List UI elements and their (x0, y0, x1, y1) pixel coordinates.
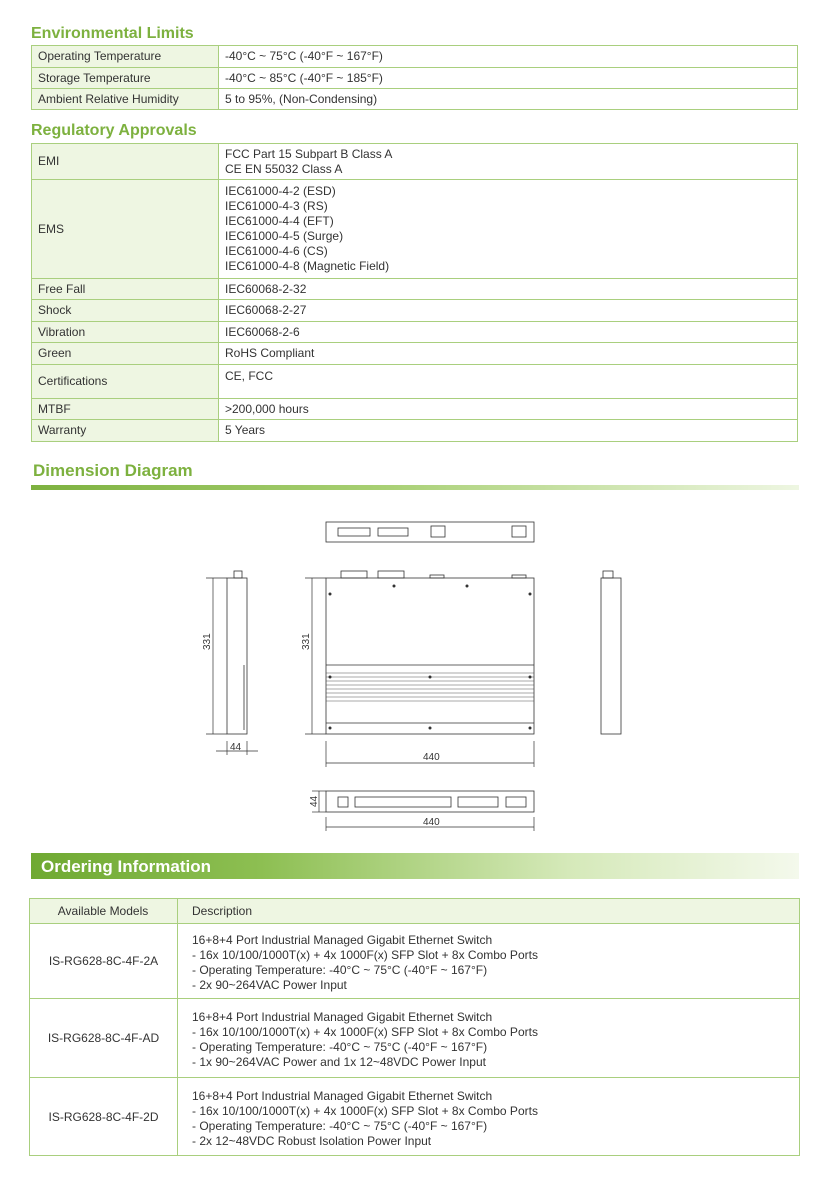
spec-value: RoHS Compliant (219, 343, 798, 365)
dimension-label: 44 (230, 742, 242, 753)
model-description: 16+8+4 Port Industrial Managed Gigabit Ethernet Switch - 16x 10/100/1000T(x) + 4x 1000F(x) SFP Slot + 8x Combo Ports - Operating Temperature: -40°C ~ 75°C (-40°F ~ 167°F) - 1x 90~264VAC Power and 1x 12~48VDC Power Input (178, 999, 800, 1078)
spec-value: >200,000 hours (219, 399, 798, 420)
spec-value: IEC60068-2-32 (219, 279, 798, 300)
table-row (32, 46, 798, 68)
spec-label: EMI (32, 144, 219, 180)
ordering-heading: Ordering Information (41, 857, 211, 876)
spec-value: CE, FCC (219, 365, 798, 399)
spec-label: Ambient Relative Humidity (32, 89, 219, 110)
spec-value: 5 Years (219, 420, 798, 442)
spec-label: Shock (32, 300, 219, 322)
spec-value: -40°C ~ 75°C (-40°F ~ 167°F) (219, 46, 798, 68)
dimension-heading: Dimension Diagram (33, 461, 193, 480)
model-name: IS-RG628-8C-4F-AD (30, 999, 178, 1078)
spec-label: MTBF (32, 399, 219, 420)
environmental-table (31, 45, 798, 110)
spec-value: FCC Part 15 Subpart B Class A CE EN 55032 Class A (219, 144, 798, 180)
environmental-heading: Environmental Limits (31, 25, 194, 42)
ordering-table (29, 898, 800, 1156)
spec-label: Certifications (32, 365, 219, 399)
ordering-heading-bar (31, 853, 799, 879)
model-description: 16+8+4 Port Industrial Managed Gigabit Ethernet Switch - 16x 10/100/1000T(x) + 4x 1000F(x) SFP Slot + 8x Combo Ports - Operating Temperature: -40°C ~ 75°C (-40°F ~ 167°F) - 2x 90~264VAC Power Input (178, 924, 800, 999)
spec-label: Operating Temperature (32, 46, 219, 68)
table-row (32, 300, 798, 322)
table-row (32, 68, 798, 89)
spec-value: IEC60068-2-6 (219, 322, 798, 343)
model-name: IS-RG628-8C-4F-2D (30, 1078, 178, 1156)
table-row (32, 343, 798, 365)
spec-label: Free Fall (32, 279, 219, 300)
table-row (32, 279, 798, 300)
dimension-label: 44 (309, 795, 320, 807)
spec-value: IEC60068-2-27 (219, 300, 798, 322)
spec-label: Green (32, 343, 219, 365)
table-row (32, 180, 798, 279)
spec-label: Storage Temperature (32, 68, 219, 89)
dimension-label: 440 (423, 817, 440, 828)
dimension-label: 331 (202, 633, 213, 650)
table-row (32, 399, 798, 420)
model-name: IS-RG628-8C-4F-2A (30, 924, 178, 999)
table-row (30, 1078, 800, 1156)
dimension-label: 331 (301, 633, 312, 650)
table-row (32, 144, 798, 180)
regulatory-table (31, 143, 798, 442)
spec-value: 5 to 95%, (Non-Condensing) (219, 89, 798, 110)
table-row (32, 420, 798, 442)
column-header-models: Available Models (30, 899, 178, 924)
table-row (30, 924, 800, 999)
table-row (32, 365, 798, 399)
column-header-description: Description (178, 899, 800, 924)
spec-value: IEC61000-4-2 (ESD) IEC61000-4-3 (RS) IEC61000-4-4 (EFT) IEC61000-4-5 (Surge) IEC61000-4-6 (CS) IEC61000-4-8 (Magnetic Field) (219, 180, 798, 279)
table-header-row (30, 899, 800, 924)
dimension-label: 440 (423, 752, 440, 763)
spec-label: Warranty (32, 420, 219, 442)
table-row (30, 999, 800, 1078)
regulatory-heading: Regulatory Approvals (31, 122, 197, 139)
section-divider (31, 485, 799, 490)
dimension-drawing (0, 505, 827, 865)
table-row (32, 89, 798, 110)
spec-label: EMS (32, 180, 219, 279)
spec-value: -40°C ~ 85°C (-40°F ~ 185°F) (219, 68, 798, 89)
model-description: 16+8+4 Port Industrial Managed Gigabit Ethernet Switch - 16x 10/100/1000T(x) + 4x 1000F(x) SFP Slot + 8x Combo Ports - Operating Temperature: -40°C ~ 75°C (-40°F ~ 167°F) - 2x 12~48VDC Robust Isolation Power Input (178, 1078, 800, 1156)
spec-label: Vibration (32, 322, 219, 343)
table-row (32, 322, 798, 343)
